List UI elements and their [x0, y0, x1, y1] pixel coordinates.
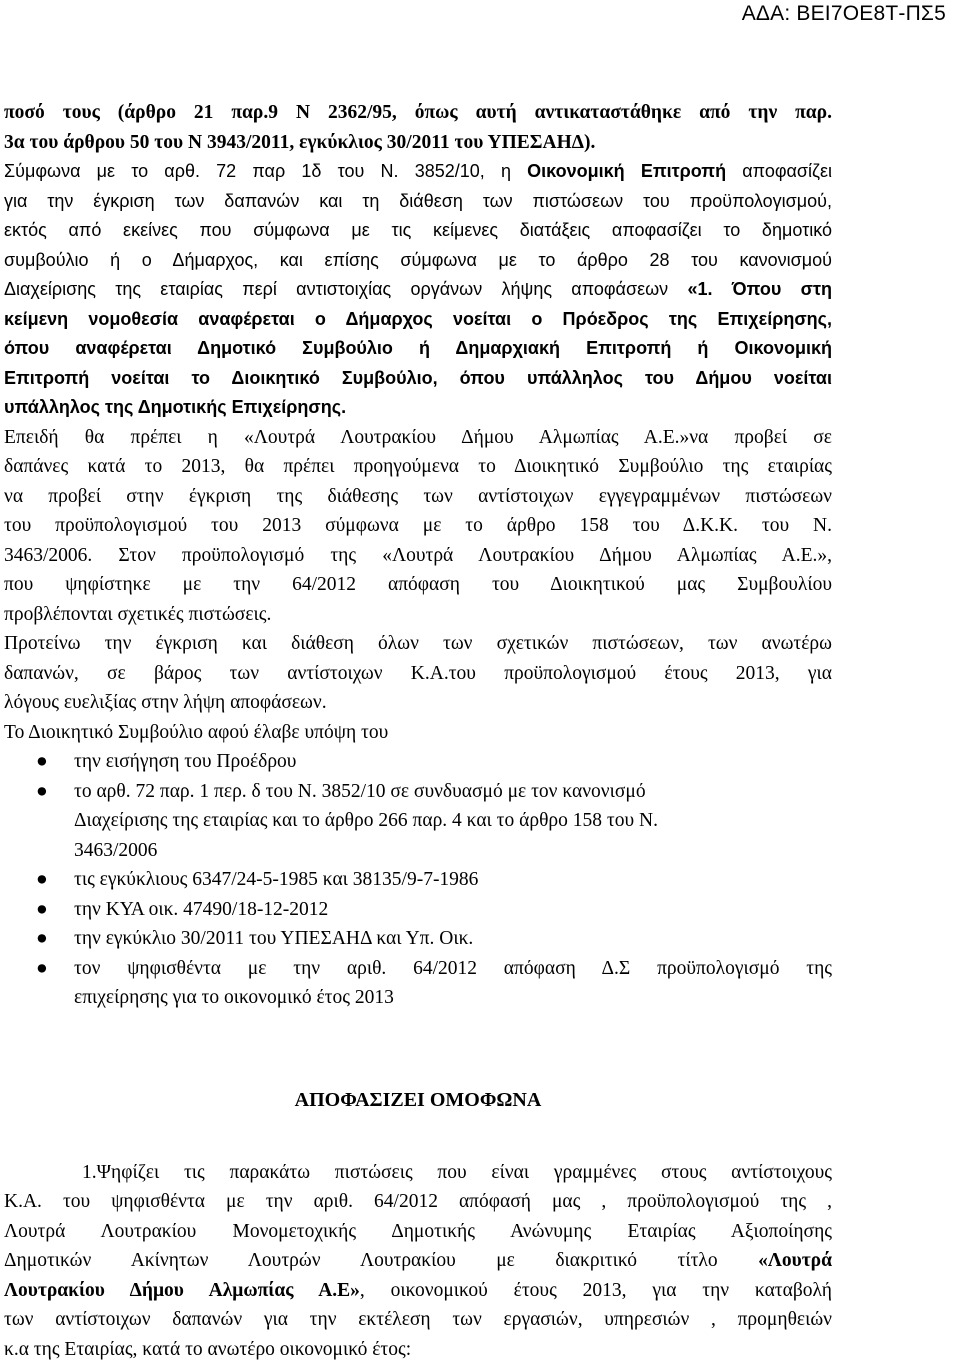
ada-code: ΑΔΑ: ΒΕΙ7ΟΕ8Τ-ΠΣ5 [742, 2, 946, 26]
paragraph-line: προβλέπονται σχετικές πιστώσεις. [4, 600, 832, 630]
paragraph-line: των αντίστοιχων δαπανών για την εκτέλεση των εργασιών, υπηρεσιών , προμηθειών [4, 1305, 832, 1335]
bullet-item: ● την εισήγηση του Προέδρου [4, 747, 832, 777]
bullet-dot-icon: ● [36, 747, 48, 777]
paragraph-line: εκτός από εκείνες που σύμφωνα με τις κείμενες διατάξεις αποφασίζει το δημοτικό [4, 216, 832, 246]
paragraph-line: Δημοτικών Ακίνητων Λουτρών Λουτρακίου με διακριτικό τίτλο «Λουτρά [4, 1246, 832, 1276]
bullet-dot-icon: ● [36, 865, 48, 895]
paragraph-line: Λουτρακίου Δήμου Αλμωπίας Α.Ε», οικονομικού έτους 2013, για την καταβολή [4, 1276, 832, 1306]
bullet-dot-icon: ● [36, 777, 48, 807]
bullet-item: ● το αρθ. 72 παρ. 1 περ. δ του Ν. 3852/10 σε συνδυασμό με τον κανονισμό [4, 777, 832, 807]
paragraph-line: Επιτροπή νοείται το Διοικητικό Συμβούλιο, όπου υπάλληλος του Δήμου νοείται [4, 364, 832, 394]
paragraph-line: κ.α της Εταιρίας, κατά το ανωτέρο οικονομικό έτος: [4, 1335, 832, 1364]
paragraph-line: να προβεί στην έγκριση της διάθεσης των αντίστοιχων εγγεγραμμένων πιστώσεων [4, 482, 832, 512]
paragraph-line: υπάλληλος της Δημοτικής Επιχείρησης. [4, 393, 832, 423]
paragraph-line: δαπανών, σε βάρος των αντίστοιχων Κ.Α.του προϋπολογισμού έτους 2013, για [4, 659, 832, 689]
bullet-dot-icon: ● [36, 954, 48, 984]
paragraph-line: όπου αναφέρεται Δημοτικό Συμβούλιο ή Δημαρχιακή Επιτροπή ή Οικονομική [4, 334, 832, 364]
paragraph-line: Διαχείρισης της εταιρίας περί αντιστοιχίας οργάνων λήψης αποφάσεων «1. Όπου στη [4, 275, 832, 305]
bullet-continuation: Διαχείρισης της εταιρίας και το άρθρο 266 παρ. 4 και το άρθρο 158 του Ν. [4, 806, 832, 836]
bullet-continuation: 3463/2006 [4, 836, 832, 866]
paragraph-line: που ψηφίστηκε με την 64/2012 απόφαση του Διοικητικού μας Συμβουλίου [4, 570, 832, 600]
paragraph-line: κείμενη νομοθεσία αναφέρεται ο Δήμαρχος νοείται ο Πρόεδρος της Επιχείρησης, [4, 305, 832, 335]
decision-heading: ΑΠΟΦΑΣΙΖΕΙ ΟΜΟΦΩΝΑ [4, 1089, 832, 1112]
paragraph-line: 3α του άρθρου 50 του Ν 3943/2011, εγκύκλιος 30/2011 του ΥΠΕΣΑΗΔ). [4, 128, 832, 158]
paragraph-line: Σύμφωνα με το αρθ. 72 παρ 1δ του Ν. 3852/10, η Οικονομική Επιτροπή αποφασίζει [4, 157, 832, 187]
paragraph-line: 3463/2006. Στον προϋπολογισμό της «Λουτρά Λουτρακίου Δήμου Αλμωπίας Α.Ε.», [4, 541, 832, 571]
bullet-item: ● τις εγκύκλιους 6347/24-5-1985 και 38135/9-7-1986 [4, 865, 832, 895]
paragraph-line: λόγους ευελιξίας στην λήψη αποφάσεων. [4, 688, 832, 718]
bullet-item: ● την εγκύκλιο 30/2011 του ΥΠΕΣΑΗΔ και Υπ. Οικ. [4, 924, 832, 954]
paragraph-line: Επειδή θα πρέπει η «Λουτρά Λουτρακίου Δήμου Αλμωπίας Α.Ε.»να προβεί σε [4, 423, 832, 453]
paragraph-line: 1.Ψηφίζει τις παρακάτω πιστώσεις που είναι γραμμένες στους αντίστοιχους [4, 1158, 832, 1188]
paragraph-line: δαπάνες κατά το 2013, θα πρέπει προηγούμενα το Διοικητικό Συμβούλιο της εταιρίας [4, 452, 832, 482]
document-page [4, 98, 832, 1364]
bullet-dot-icon: ● [36, 895, 48, 925]
paragraph-line: Κ.Α. του ψηφισθέντα με την αριθ. 64/2012 απόφασή μας , προϋπολογισμού της , [4, 1187, 832, 1217]
paragraph-line: συμβούλιο ή ο Δήμαρχος, και επίσης σύμφωνα με το άρθρο 28 του κανονισμού [4, 246, 832, 276]
paragraph-line: για την έγκριση των δαπανών και τη διάθεση των πιστώσεων του προϋπολογισμού, [4, 187, 832, 217]
paragraph-line: Προτείνω την έγκριση και διάθεση όλων των σχετικών πιστώσεων, των ανωτέρω [4, 629, 832, 659]
paragraph-line: του προϋπολογισμού του 2013 σύμφωνα με το άρθρο 158 του Δ.Κ.Κ. του Ν. [4, 511, 832, 541]
paragraph-line: Το Διοικητικό Συμβούλιο αφού έλαβε υπόψη του [4, 718, 832, 748]
paragraph-line: ποσό τους (άρθρο 21 παρ.9 Ν 2362/95, όπως αυτή αντικαταστάθηκε από την παρ. [4, 98, 832, 128]
bullet-item: ● την ΚΥΑ οικ. 47490/18-12-2012 [4, 895, 832, 925]
paragraph-line: Λουτρά Λουτρακίου Μονομετοχικής Δημοτικής Ανώνυμης Εταιρίας Αξιοποίησης [4, 1217, 832, 1247]
bullet-continuation: επιχείρησης για το οικονομικό έτος 2013 [4, 983, 832, 1013]
bullet-dot-icon: ● [36, 924, 48, 954]
bullet-item: ● τον ψηφισθέντα με την αριθ. 64/2012 απόφαση Δ.Σ προϋπολογισμό της [4, 954, 832, 984]
